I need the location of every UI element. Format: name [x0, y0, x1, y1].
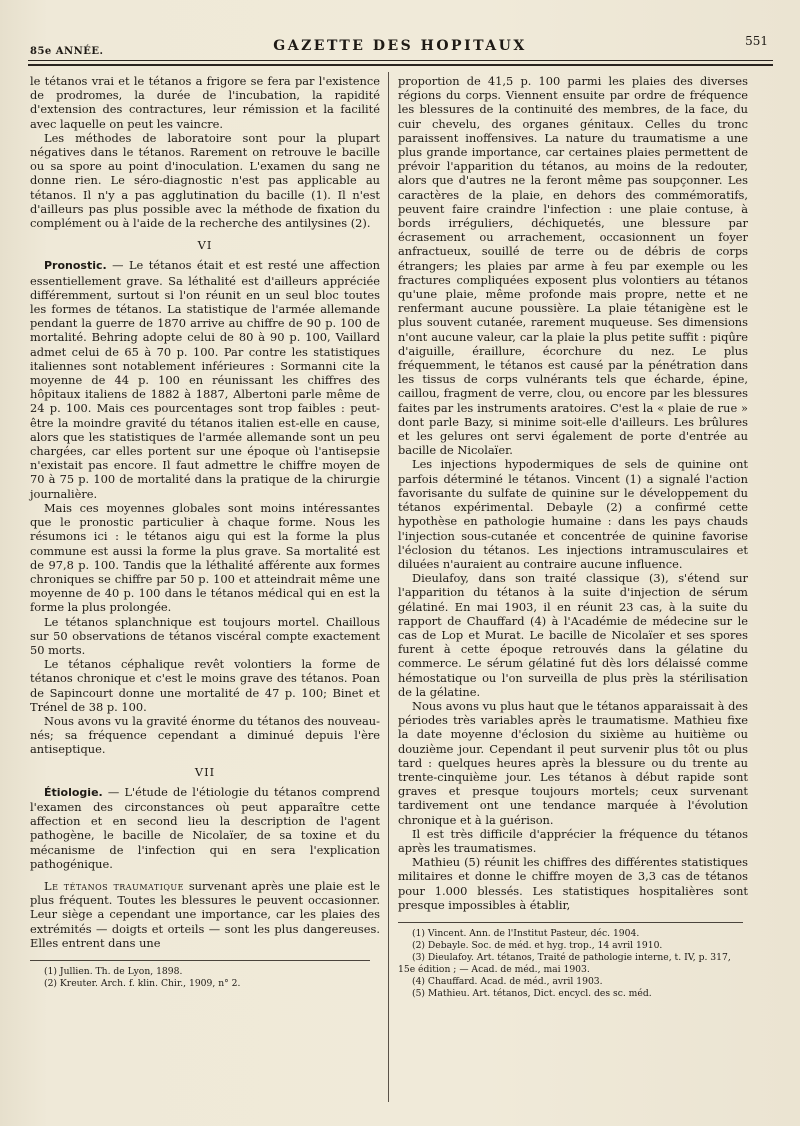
page-number: 551 — [745, 34, 768, 48]
left-footnote-1: (1) Jullien. Th. de Lyon, 1898. — [44, 965, 183, 977]
etiology-heading: Étiologie. — [44, 785, 103, 799]
header-rule-thick — [28, 64, 773, 66]
left-paragraph-2: Les méthodes de laboratoire sont pour la plupart négatives dans le tétanos. Rarement on retrouve le bacille ou sa spore au point d'inoculation. L'examen du sang ne donne rien. Le séro-diagnostic n'est pas applicable au tétanos. Il n'y a pas agglutination du bacille (1). Il n'est d'ailleurs pas plus possible avec la méthode de fixation du complément ou à l'aide de la recherche des antilysines (2). — [30, 130, 380, 231]
left-paragraph-4: Mais ces moyennes globales sont moins intéressantes que le pronostic particulier à chaque forme. Nous les résumons ici : le tétanos aigu qui est la forme la plus commune est aussi la forme la plus grave. Sa mortalité est de 97,8 p. 100. Tandis que la léthalité afférente aux formes chroniques se chiffre par 50 p. 100 et atteindrait même une moyenne de 40 p. 100 dans le tétanos médical qui en est la forme la plus prolongée. — [30, 500, 380, 615]
right-paragraph-2: Les injections hypodermiques de sels de quinine ont parfois déterminé le tétanos. Vincent (1) a signalé l'action favorisante du sulfate de quinine sur le développement du tétanos expérimental. Debayle (2) a confirmé cette hypothèse en pathologie humaine : dans les pays chauds l'injection sous-cutanée et concentrée de quinine favorise l'éclosion du tétanos. Les injections intramusculaires et diluées n'auraient au contraire aucune influence. — [398, 457, 748, 571]
page-header — [0, 0, 800, 64]
etiology-text: — L'étude de l'étiologie du tétanos comprend l'examen des circonstances où peut apparaître cette affection et en second lieu la description de l'agent pathogène, le bacille de Nicolaïer, de sa toxine et du mécanisme de l'infection qui en sera l'explication pathogénique. — [30, 784, 381, 871]
right-column — [398, 74, 748, 1000]
traumatic-text: survenant après une plaie est le plus fréquent. Toutes les blessures le peuvent occasionner. Leur siège a cependant une importance, car les plaies des extrémités — doigts et orteils — sont les plus dangereuses. Elles entrent dans une — [30, 878, 380, 950]
footnote-rule-right — [398, 922, 743, 923]
left-paragraph-5: Le tétanos splanchnique est toujours mortel. Chaillous sur 50 observations de tétanos viscéral compte exactement 50 morts. — [30, 614, 380, 657]
right-paragraph-5: Il est très difficile d'apprécier la fréquence du tétanos après les traumatismes. — [398, 826, 748, 855]
header-rule-thin — [28, 60, 773, 61]
right-footnote-2: (2) Debayle. Soc. de méd. et hyg. trop., 14 avril 1910. — [412, 939, 663, 951]
right-paragraph-4: Nous avons vu plus haut que le tétanos apparaissait à des périodes très variables après le traumatisme. Mathieu fixe la date moyenne d'éclosion du sixième au huitième ou douzième jour. Cependant il peut survenir plus tôt ou plus tard : quelques heures après la blessure ou du trente au trente-cinquième jour. Les tétanos à début rapide sont graves et presque toujours mortels; ceux survenant tardivement ont une tendance marquée à l'évolution chronique et à la guérison. — [398, 698, 748, 827]
section-heading-vi: VI — [197, 238, 213, 253]
journal-title: GAZETTE DES HOPITAUX — [273, 38, 527, 54]
issue-label: 85e ANNÉE. — [30, 46, 104, 57]
right-footnote-4: (4) Chauffard. Acad. de méd., avril 1903. — [412, 975, 603, 987]
left-paragraph-1: le tétanos vrai et le tétanos a frigore se fera par l'existence de prodromes, la durée de l'incubation, la rapidité d'extension des contractures, leur rémission et la facilité avec laquelle on peut les vaincre. — [30, 74, 380, 131]
right-footnote-5: (5) Mathieu. Art. tétanos, Dict. encycl. des sc. méd. — [412, 987, 652, 999]
left-paragraph-6: Le tétanos céphalique revêt volontiers la forme de tétanos chronique et c'est le moins grave des tétanos. Poan de Sapincourt donne une mortalité de 47 p. 100; Binet et Trénel de 38 p. 100. — [30, 657, 380, 714]
right-paragraph-6: Mathieu (5) réunit les chiffres des différentes statistiques militaires et donne le chiffre moyen de 3,3 cas de tétanos pour 1.000 blessés. Les statistiques hospitalières sont presque impossibles à établir, — [398, 855, 748, 912]
footnote-rule-left — [30, 960, 370, 961]
traumatic-paragraph — [30, 879, 380, 950]
left-column — [30, 74, 380, 990]
etiology-paragraph — [30, 785, 380, 871]
section-heading-vii: VII — [194, 764, 216, 779]
right-footnote-1: (1) Vincent. Ann. de l'Institut Pasteur, déc. 1904. — [412, 927, 640, 939]
column-divider — [388, 72, 389, 1102]
prognosis-text: — Le tétanos était et est resté une affection essentiellement grave. Sa léthalité est d'ailleurs appréciée différemment, surtout si l'on réunit en un seul bloc toutes les formes de tétanos. La statistique de l'armée allemande pendant la guerre de 1870 arrive au chiffre de 90 p. 100 de mortalité. Behring adopte celui de 80 à 90 p. 100, Vaillard admet celui de 65 à 70 p. 100. Par contre les statistiques italiennes sont notablement inférieures : Sormanni cite la moyenne de 44 p. 100 en réunissant les chiffres des hôpitaux italiens de 1882 à 1887, Albertoni parle même de 24 p. 100. Mais ces pourcentages sont trop faibles : peut-être la moindre gravité du tétanos italien est-elle en cause, alors que les statistiques de l'armée allemande sont un peu chargées, car elles portent sur une époque où l'antisepsie n'existait pas encore. Il faut admettre le chiffre moyen de 70 à 75 p. 100 de mortalité dans la pratique de la chirurgie journalière. — [30, 258, 380, 501]
right-footnote-3: (3) Dieulafoy. Art. tétanos, Traité de pathologie interne, t. IV, p. 317, 15e édition ; — Acad. de méd., mai 1903. — [398, 951, 731, 975]
right-paragraph-3: Dieulafoy, dans son traité classique (3), s'étend sur l'apparition du tétanos à la suite d'injection de sérum gélatiné. En mai 1903, il en réunit 23 cas, à la suite du rapport de Chauffard (4) à l'Académie de médecine sur le cas de Lop et Murat. Le bacille de Nicolaïer et ses spores furent à cette époque retrouvés dans la gélatine du commerce. Le sérum gélatiné fut dès lors délaissé comme hémostatique ou l'on surveilla de plus près la stérilisation de la gélatine. — [398, 571, 748, 699]
traumatic-heading: Le tétanos traumatique — [44, 878, 184, 893]
right-paragraph-1: proportion de 41,5 p. 100 parmi les plaies des diverses régions du corps. Viennent ensuite par ordre de fréquence les blessures de la continuité des membres, de la face, du cuir chevelu, des organes génitaux. Celles du tronc paraissent inoffensives. La nature du traumatisme a une plus grande importance, car certaines plaies permettent de prévoir l'apparition du tétanos, au moins de la redouter, alors que d'autres ne la feront même pas soupçonner. Les caractères de la plaie, en dehors des commémoratifs, peuvent faire craindre l'infection : une plaie contuse, à bords irréguliers, déchiquetés, une blessure par écrasement ou arrachement, occasionnent un foyer anfractueux, souillé de terre ou de débris de corps étrangers; les plaies par arme à feu par exemple ou les fractures compliquées exposent plus volontiers au tétanos qu'une plaie, même profonde mais propre, nette et ne renfermant aucune poussière. La plaie tétanigène est le plus souvent cutanée, rarement muqueuse. Ses dimensions n'ont aucune valeur, car la plaie la plus petite suffit : piqûre d'aiguille, éraillure, écorchure du nez. Le plus fréquemment, le tétanos est causé par la pénétration dans les tissus de corps vulnérants tels que écharde, épine, caillou, fragment de verre, clou, ou encore par les blessures faites par les instruments aratoires. C'est la « plaie de rue » dont parle Bazy, si minime soit-elle d'ailleurs. Les brûlures et les gelures ont servi également de porte d'entrée au bacille de Nicolaïer. — [398, 74, 748, 458]
left-paragraph-7: Nous avons vu la gravité énorme du tétanos des nouveau-nés; sa fréquence cependant a diminué depuis l'ère antiseptique. — [30, 713, 380, 757]
left-footnote-2: (2) Kreuter. Arch. f. klin. Chir., 1909, n° 2. — [44, 977, 241, 989]
prognosis-paragraph — [30, 258, 380, 500]
prognosis-heading: Pronostic. — [44, 259, 107, 273]
